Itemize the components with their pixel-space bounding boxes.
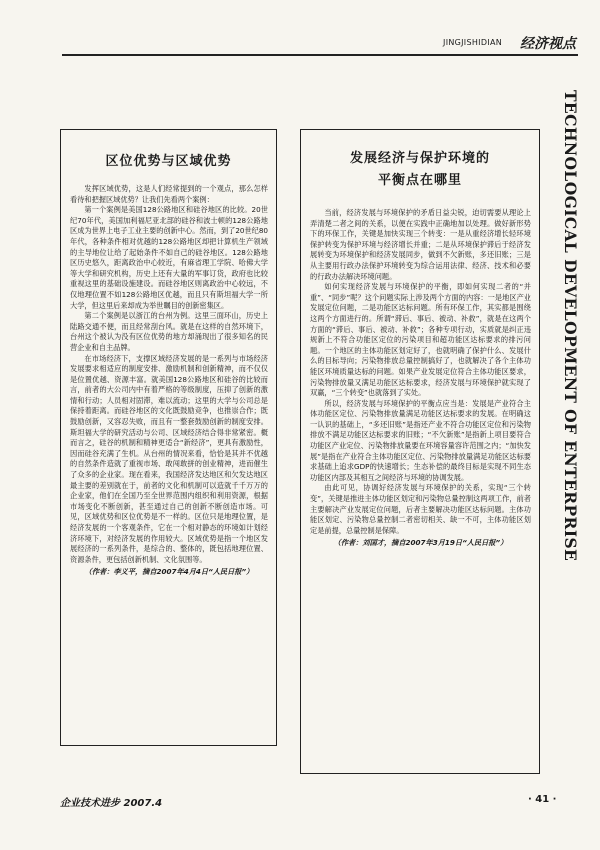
footer-journal: 企业技术进步 2007.4	[60, 798, 163, 809]
right-article-box	[300, 129, 540, 774]
left-paragraph-1: 发挥区域优势，这是人们经常提到的一个观点，那么怎样看待和把握区域优势？让我们先看两个案例：	[70, 184, 268, 204]
left-paragraph-3: 第二个案例是以浙江的台州为例。这里三面环山，历史上陆路交通不便，而且经常刮台风。就是在这样的自然环境下，台州这个被认为没有区位优势的地方却涌现出了很多知名的民营企业和自主品牌。	[70, 311, 268, 352]
right-article-source: （作者：刘国才，摘自2007年3月19日“人民日报”）	[333, 538, 508, 548]
header-rule	[62, 54, 578, 56]
left-article-box	[60, 129, 277, 746]
left-article-source: （作者：李义平，摘自2007年4月4日“人民日报”）	[84, 567, 254, 577]
right-paragraph-3: 所以，经济发展与环境保护的平衡点应当是：发展是产业符合主体功能区定位、污染物排放量满足功能区达标要求的发展。在明确这一认识的基础上，“多还旧账”是指还产业不符合功能区定位和污染物排放不满足功能区达标要求的旧账；“不欠新账”是指新上项目要符合功能区产业定位、污染物排放量要在环境容量容许范围之内；“加快发展”是指在产业符合主体功能区定位、污染物排放量满足功能区达标要求基础上追求GDP的快速增长；生态补偿的最终目标是实现不同生态功能区内部及其相互之间经济与环境的协调发展。	[310, 398, 531, 482]
right-title-line-1: 发展经济与保护环境的	[349, 151, 490, 166]
right-article-title	[301, 148, 539, 192]
section-pinyin: JINGJISHIDIAN	[443, 38, 502, 47]
right-paragraph-4: 由此可见，协调好经济发展与环境保护的关系，实现“三个转变”，关键是推进主体功能区划定和污染物总量控制这两项工作，前者主要解决产业发展定位问题，后者主要解决功能区达标问题。主体功能区划定、污染物总量控制二者密切相关、缺一不可，主体功能区划定是前提，总量控制是保障。	[310, 483, 531, 535]
right-paragraph-2: 如何实现经济发展与环境保护的平衡，即如何实现二者的“并重”、“同步”呢？这个问题实际上涉及两个方面的内容：一是地区产业发展定位问题，二是功能区达标问题。所有环保工作，其实都是围绕这两个方面进行的。所谓“滞后、事后、被动、补救”，就是在这两个方面的“滞后、事后、被动、补救”；各种专项行动，实质就是纠正违规新上不符合功能区定位的污染项目和超功能区达标要求的排污问题。一个地区的主体功能区划定好了，也就明确了保护什么、发展什么的目标导向；污染物排放总量控制搞好了，也就解决了各个主体功能区环境质量达标的问题。如果产业发展定位符合主体功能区要求，污染物排放量又满足功能区达标要求，经济发展与环境保护就实现了双赢，“三个转变”也就落到了实处。	[310, 282, 531, 398]
right-title-line-2: 平衡点在哪里	[377, 173, 462, 188]
right-article-body	[310, 208, 531, 769]
right-paragraph-1: 当前，经济发展与环境保护的矛盾日益尖锐，迫切需要从理论上弄清楚二者之间的关系，以便在实践中正确地加以处理。做好新形势下的环保工作，关键是加快实现三个转变：一是从重经济增长轻环境保护转变为保护环境与经济增长并重；二是从环境保护滞后于经济发展转变为环境保护和经济发展同步，做到不欠新账，多还旧账；三是从主要用行政办法保护环境转变为综合运用法律、经济、技术和必要的行政办法解决环境问题。	[310, 208, 531, 281]
left-paragraph-2: 第一个案例是美国128公路地区和硅谷地区的比较。20世纪70年代，美国加利福尼亚北部的硅谷和波士顿的128公路地区成为世界上电子工业主要的创新中心。然而，到了20世纪80年代，各种条件相对优越的128公路地区却把计算机生产领域的主导地位让给了起始条件不如自己的硅谷地区。128公路地区历史悠久，距离政治中心较近，有麻省理工学院、哈佛大学等大学和研究机构，历史上还有大量的军事订货，政府也比较重视这里的基础设施建设。而硅谷地区则离政治中心较远，不仅地理位置不如128公路地区优越，而且只有斯坦福大学一所大学，但这里后来却成为举世瞩目的创新密集区。	[70, 205, 268, 310]
page-number: · 41 ·	[528, 794, 557, 805]
section-title: 经济视点	[520, 36, 576, 52]
left-article-body	[70, 184, 268, 741]
left-paragraph-4: 在市场经济下，支撑区域经济发展的是一系列与市场经济发展要求相适应的制度安排、激励机制和创新精神，而不仅仅是位置优越、资源丰富。就美国128公路地区和硅谷的比较而言，前者的大公司内中有着严格的等级制度，压抑了创新的激情和行动；人员相对固滞，难以流动；这里的大学与公司总是保持着距离。而硅谷地区的文化既鼓励竞争，也推崇合作；既鼓励创新，又容忍失败，而且有一整套鼓励创新的制度安排。斯坦福大学的研究活动与公司、区域经济结合得非常紧密。概而言之，硅谷的机制和精神更适合“新经济”，更具有激励性，因而硅谷充满了生机。从台州的情况来看，恰恰是其并不优越的自然条件造就了重视市场、敢闯敢拼的创业精神，进而催生了众多的企业家。现在看来，我国经济发达地区和欠发达地区最主要的差别就在于，前者的文化和机制可以造就千千万万的企业家，他们在全国乃至全世界范围内组织和利用资源，根据市场变化不断创新，甚至通过自己的创新不断创造市场。可见，区域优势和区位优势是不一样的。区位只是地理位置，是经济发展的一个客观条件，它在一个相对静态的环境如计划经济环境下，对经济发展的作用较大。区域优势是指一个地区发展经济的一系列条件，是综合的、整体的，既包括地理位置、资源条件，更包括创新机制、文化氛围等。	[70, 353, 268, 564]
left-article-title: 区位优势与区域优势	[105, 154, 232, 169]
vertical-magazine-title: TECHNOLOGICAL DEVELOPMENT OF ENTERPRISE	[561, 90, 580, 562]
